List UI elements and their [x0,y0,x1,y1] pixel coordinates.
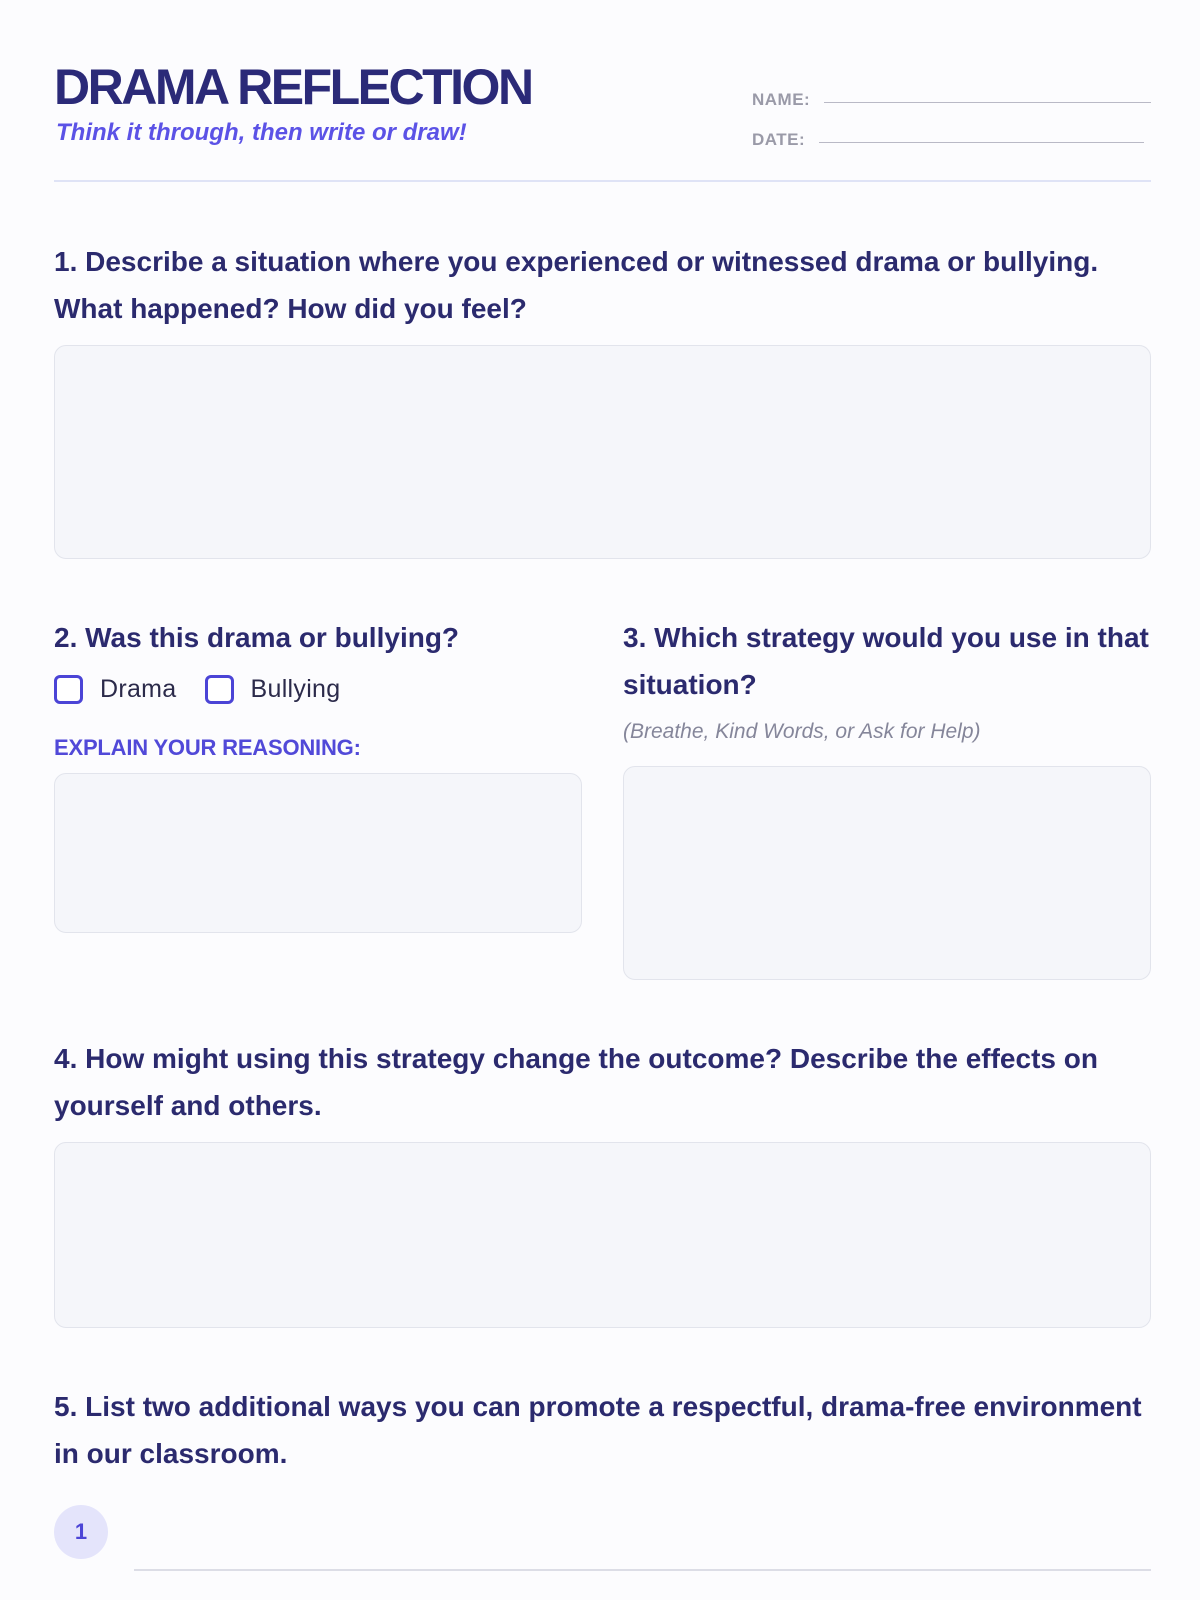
date-line[interactable] [819,142,1144,143]
strategy-hint: (Breathe, Kind Words, or Ask for Help) [623,720,981,743]
question-1: 1. Describe a situation where you experienced or witnessed drama or bullying. What happened? How did you feel? [54,246,1099,324]
drama-option[interactable] [54,675,177,704]
worksheet-header [54,54,1151,184]
number-badge: 1 [54,1505,108,1559]
date-field[interactable] [752,130,1144,150]
bullying-option[interactable] [205,675,341,704]
answer-box-3[interactable] [623,766,1151,980]
drama-checkbox[interactable] [54,675,83,704]
question-5: 5. List two additional ways you can promote a respectful, drama-free environment in our classroom. [54,1391,1142,1469]
bullying-option-label: Bullying [250,675,341,703]
name-field[interactable] [752,90,1151,110]
answer-box-2[interactable] [54,773,582,933]
question-2: 2. Was this drama or bullying? [54,622,460,653]
explain-reasoning-label: EXPLAIN YOUR REASONING: [54,735,361,760]
name-label: NAME: [752,90,811,109]
list-item-1 [54,1505,1151,1575]
answer-box-4[interactable] [54,1142,1151,1328]
drama-option-label: Drama [100,675,177,703]
question-3: 3. Which strategy would you use in that situation? [623,622,1149,700]
worksheet-subtitle: Think it through, then write or draw! [56,119,467,146]
bullying-checkbox[interactable] [205,675,234,704]
answer-box-1[interactable] [54,345,1151,559]
drama-bullying-choices [54,675,368,704]
worksheet-page [54,0,1151,1600]
write-line-1[interactable] [134,1569,1151,1571]
question-4: 4. How might using this strategy change the outcome? Describe the effects on yourself and others. [54,1043,1098,1121]
name-line[interactable] [824,102,1151,103]
date-label: DATE: [752,130,806,149]
worksheet-title: DRAMA REFLECTION [54,59,532,115]
header-divider [54,180,1151,182]
